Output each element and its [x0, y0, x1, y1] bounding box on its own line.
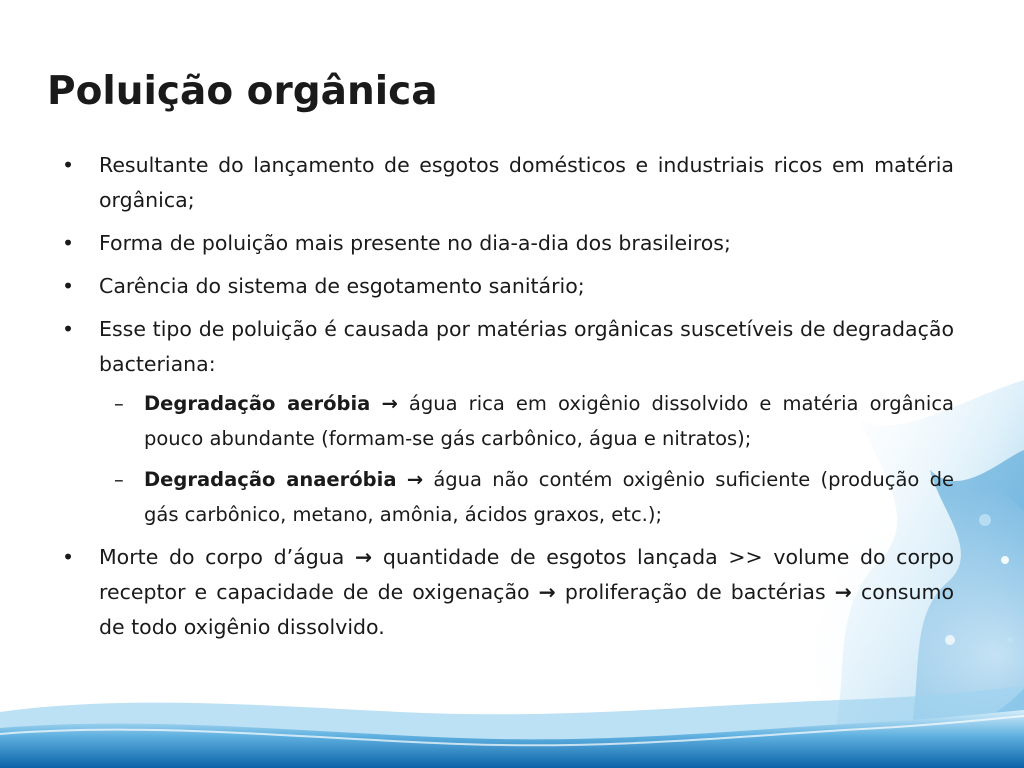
- bullet-item: [62, 312, 954, 532]
- bullet-item: [62, 148, 954, 218]
- bullet-item: [62, 269, 954, 304]
- bullet-text-part: consumo de todo oxigênio dissolvido.: [99, 580, 954, 639]
- slide-content: [62, 148, 954, 653]
- arrow-icon: →: [354, 545, 373, 569]
- sub-bullet-text: água não contém oxigênio suficiente (produção de gás carbônico, metano, amônia, ácidos graxos, etc.);: [144, 468, 954, 526]
- bullet-text-part: quantidade de esgotos lançada >> volume do corpo receptor e capacidade de de oxigenação: [99, 545, 954, 604]
- arrow-icon: →: [406, 468, 424, 491]
- sub-bullet-text: água rica em oxigênio dissolvido e matéria orgânica pouco abundante (formam-se gás carbônico, água e nitratos);: [144, 392, 955, 450]
- bullet-dot: •: [62, 545, 75, 569]
- sub-bullet-list: [99, 386, 954, 532]
- bullet-item: [62, 540, 954, 645]
- bullet-list: [62, 148, 954, 645]
- bullet-dot: •: [62, 274, 75, 298]
- bullet-dot: •: [62, 317, 75, 341]
- sub-bullet-item: [99, 462, 954, 532]
- bullet-dot: •: [62, 153, 75, 177]
- bullet-text: Esse tipo de poluição é causada por matérias orgânicas suscetíveis de degradação bacteriana:: [99, 317, 954, 376]
- slide-title: Poluição orgânica: [47, 69, 438, 114]
- bullet-text: Forma de poluição mais presente no dia-a-dia dos brasileiros;: [99, 231, 731, 255]
- sub-bullet-dash: –: [114, 468, 124, 491]
- sub-bullet-term: Degradação aeróbia: [144, 392, 371, 415]
- bullet-text-part: proliferação de bactérias: [564, 580, 826, 604]
- arrow-icon: →: [834, 580, 852, 604]
- bullet-dot: •: [62, 231, 75, 255]
- sub-bullet-dash: –: [114, 392, 124, 415]
- sub-bullet-item: [99, 386, 954, 456]
- bullet-item: [62, 226, 954, 261]
- bullet-text: Resultante do lançamento de esgotos domésticos e industriais ricos em matéria orgânica;: [99, 153, 954, 212]
- sub-bullet-term: Degradação anaeróbia: [144, 468, 397, 491]
- arrow-icon: →: [381, 392, 398, 415]
- bullet-text-part: Morte do corpo d’água: [99, 545, 345, 569]
- arrow-icon: →: [538, 580, 556, 604]
- bullet-text: Carência do sistema de esgotamento sanitário;: [99, 274, 585, 298]
